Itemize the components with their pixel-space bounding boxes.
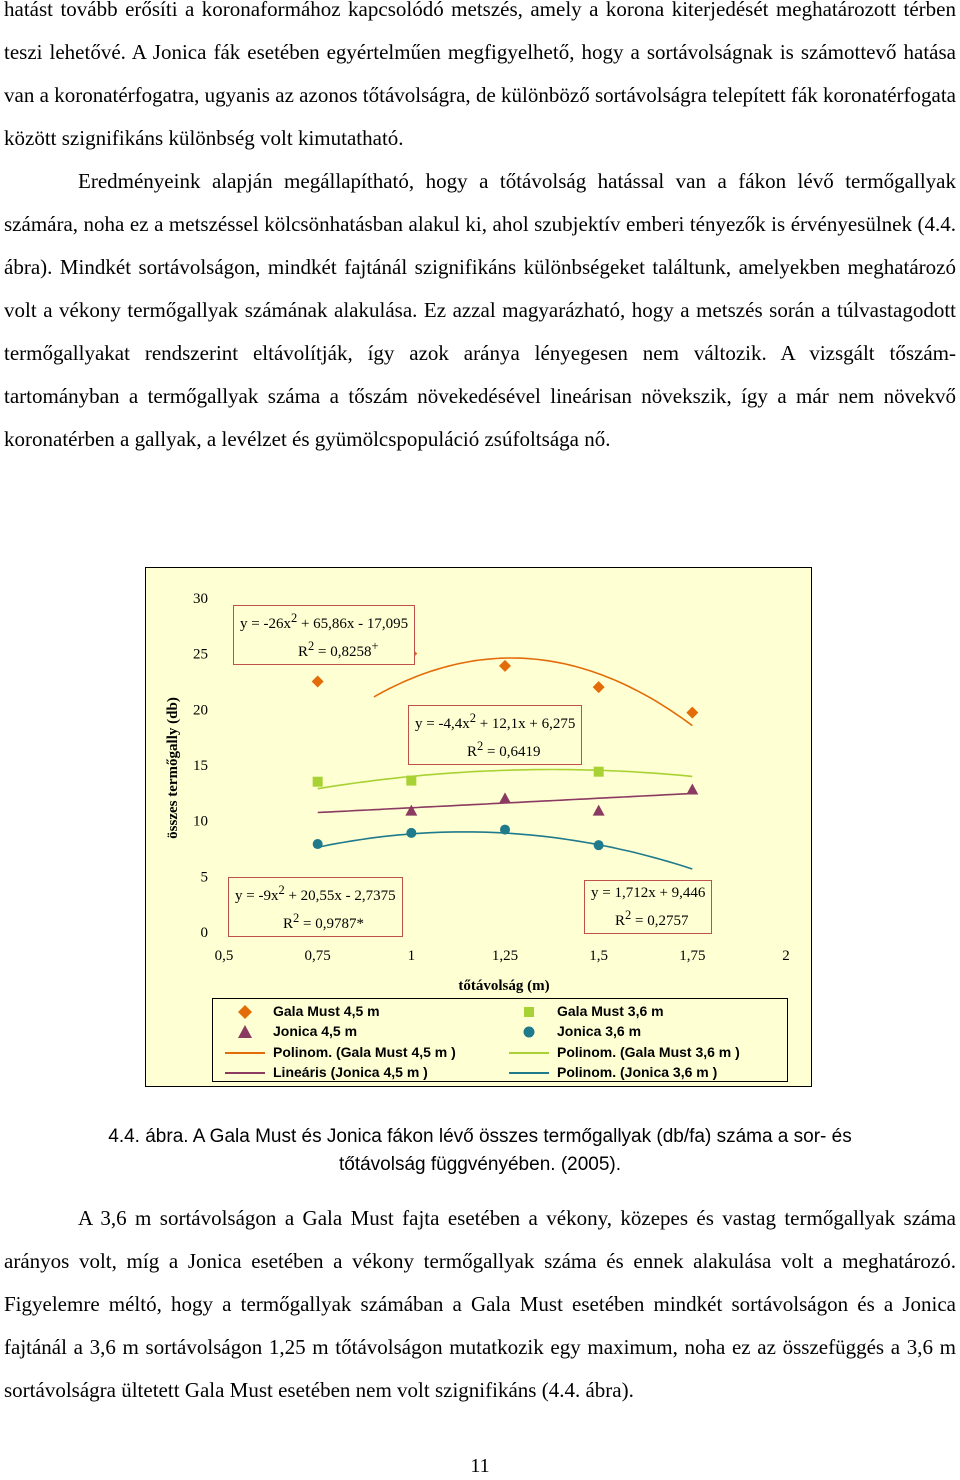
data-point-diamond: [686, 707, 698, 719]
caption-line: 4.4. ábra. A Gala Must és Jonica fákon lévő összes termőgallyak (db/fa) száma a sor- és: [108, 1126, 852, 1147]
r2-sup: 2: [308, 639, 315, 653]
x-tick-label: 2: [782, 948, 790, 964]
x-axis-title: tőtávolság (m): [458, 978, 550, 994]
y-tick-label: 20: [193, 702, 208, 719]
legend-label: Jonica 3,6 m: [557, 1023, 642, 1039]
trendline: [318, 770, 693, 789]
figure-chart: [145, 567, 812, 1087]
equation-box-jonica-36: [228, 877, 403, 937]
r2-sup: 2: [477, 739, 484, 753]
r2-text: R: [283, 916, 294, 932]
r2-sup: 2: [625, 908, 632, 922]
equation-sup: 2: [278, 883, 285, 897]
data-point-circle: [500, 825, 510, 835]
r2-text: R: [467, 744, 478, 760]
equation-text: y = 1,712x + 9,446: [591, 885, 706, 901]
data-point-diamond: [593, 681, 605, 693]
x-tick-label: 0,5: [214, 948, 234, 964]
equation-text: y = -4,4x: [415, 716, 470, 732]
r2-text: R: [298, 644, 309, 660]
data-point-circle: [594, 840, 604, 850]
r2-text: = 0,9787*: [299, 916, 364, 932]
data-point-triangle: [405, 805, 417, 816]
equation-text: y = -9x: [235, 888, 279, 904]
y-tick-label: 25: [193, 646, 208, 663]
y-tick-label: 30: [193, 591, 208, 607]
equation-sup: 2: [290, 611, 298, 625]
line-marker-icon: [225, 1042, 265, 1063]
legend-label: Gala Must 3,6 m: [557, 1003, 664, 1019]
x-tick-label: 1,25: [491, 948, 519, 964]
data-point-diamond: [312, 676, 324, 688]
data-point-circle: [406, 828, 416, 838]
line-marker-icon: [509, 1062, 549, 1083]
data-point-square: [594, 767, 604, 777]
paragraph: Eredményeink alapján megállapítható, hogy a tőtávolság hatással van a fákon lévő termőgallyak számára, noha ez a metszéssel kölcsönhatásban alakul ki, ahol szubjektív emberi tényezők is érvényesülnek (4.4. ábra). Mindkét sortávolságon, mindkét fajtánál szignifikáns különbségeket találtunk, amelyekben meghatározó volt a vékony termőgallyak számának alakulása. Ez azzal magyarázható, hogy a metszés során a túlvastagodott termőgallyakat rendszerint eltávolítják, így azok aránya lényegesen nem változik. A vizsgált tőszám-tartományban a termőgallyak száma a tőszám növekedésével lineárisan növekszik, így a már nem növekvő koronatérben a gallyak, a levélzet és gyümölcspopuláció zsúfoltsága nő.: [4, 169, 956, 451]
body-text-top: [4, 0, 956, 461]
data-point-circle: [313, 839, 323, 849]
line-marker-icon: [225, 1062, 265, 1083]
legend-label: Polinom. (Gala Must 4,5 m ): [273, 1044, 456, 1060]
y-tick-label: 0: [200, 925, 208, 941]
square-marker-icon: [509, 1001, 549, 1022]
r2-text: = 0,6419: [483, 744, 541, 760]
x-tick-label: 0,75: [304, 948, 331, 964]
legend-label: Polinom. (Jonica 3,6 m ): [557, 1064, 718, 1080]
x-tick-label: 1: [407, 948, 416, 964]
y-tick-label: 5: [200, 869, 208, 886]
data-point-diamond: [499, 660, 511, 672]
y-tick-label: 15: [193, 758, 208, 774]
data-point-triangle: [593, 805, 605, 816]
body-text-bottom: [4, 1197, 956, 1412]
equation-text: y = -26x: [240, 616, 291, 632]
data-point-triangle: [499, 792, 511, 803]
data-point-square: [313, 777, 323, 787]
significance-mark: +: [371, 639, 379, 653]
equation-sup: 2: [469, 711, 476, 725]
y-tick-label: 10: [193, 813, 208, 830]
legend-label: Polinom. (Gala Must 3,6 m ): [557, 1044, 740, 1060]
r2-text: = 0,8258: [314, 644, 372, 660]
equation-text: + 65,86x - 17,095: [297, 616, 409, 632]
trendline: [318, 832, 693, 869]
figure-caption: [0, 1123, 960, 1179]
r2-sup: 2: [293, 911, 300, 925]
data-point-triangle: [686, 783, 698, 794]
chart-legend: [212, 998, 788, 1082]
equation-box-gala-36: [408, 705, 582, 765]
triangle-marker-icon: [225, 1021, 265, 1042]
r2-text: R: [615, 913, 626, 929]
equation-text: + 20,55x - 2,7375: [284, 888, 396, 904]
caption-line: tőtávolság függvényében. (2005).: [338, 1154, 622, 1175]
legend-label: Gala Must 4,5 m: [273, 1003, 380, 1019]
r2-text: = 0,2757: [631, 913, 689, 929]
page-number: 11: [470, 1455, 490, 1477]
data-point-square: [406, 776, 416, 786]
legend-label: Jonica 4,5 m: [273, 1023, 358, 1039]
x-tick-label: 1,5: [589, 948, 609, 964]
x-tick-label: 1,75: [679, 948, 706, 964]
circle-marker-icon: [509, 1021, 549, 1042]
line-marker-icon: [509, 1042, 549, 1063]
equation-text: + 12,1x + 6,275: [475, 716, 576, 732]
paragraph: A 3,6 m sortávolságon a Gala Must fajta esetében a vékony, közepes és vastag termőgallyak száma arányos volt, míg a Jonica esetében a vékony termőgallyak száma és ennek alakulása volt a meghatározó. Figyelemre méltó, hogy a termőgallyak számában a Gala Must esetében mindkét sortávolságon és a Jonica fajtánál a 3,6 m sortávolságon 1,25 m tőtávolságon mutatkozik egy maximum, noha ez az összefüggés a 3,6 m sortávolságra ültetett Gala Must esetében nem volt szignifikáns (4.4. ábra).: [4, 1206, 956, 1402]
y-axis-title: összes termőgally (db): [165, 697, 181, 839]
equation-box-gala-45: [233, 605, 415, 665]
equation-box-jonica-45: [584, 880, 712, 934]
diamond-marker-icon: [225, 1001, 265, 1022]
legend-label: Lineáris (Jonica 4,5 m ): [273, 1064, 428, 1080]
paragraph: hatást tovább erősíti a koronaformához kapcsolódó metszés, amely a korona kiterjedését meghatározott térben teszi lehetővé. A Jonica fák esetében egyértelműen megfigyelhető, hogy a sortávolságnak is számottevő hatása van a koronatérfogatra, ugyanis az azonos tőtávolságra, de különböző sortávolságra telepített fák koronatérfogata között szignifikáns különbség volt kimutatható.: [4, 0, 956, 150]
